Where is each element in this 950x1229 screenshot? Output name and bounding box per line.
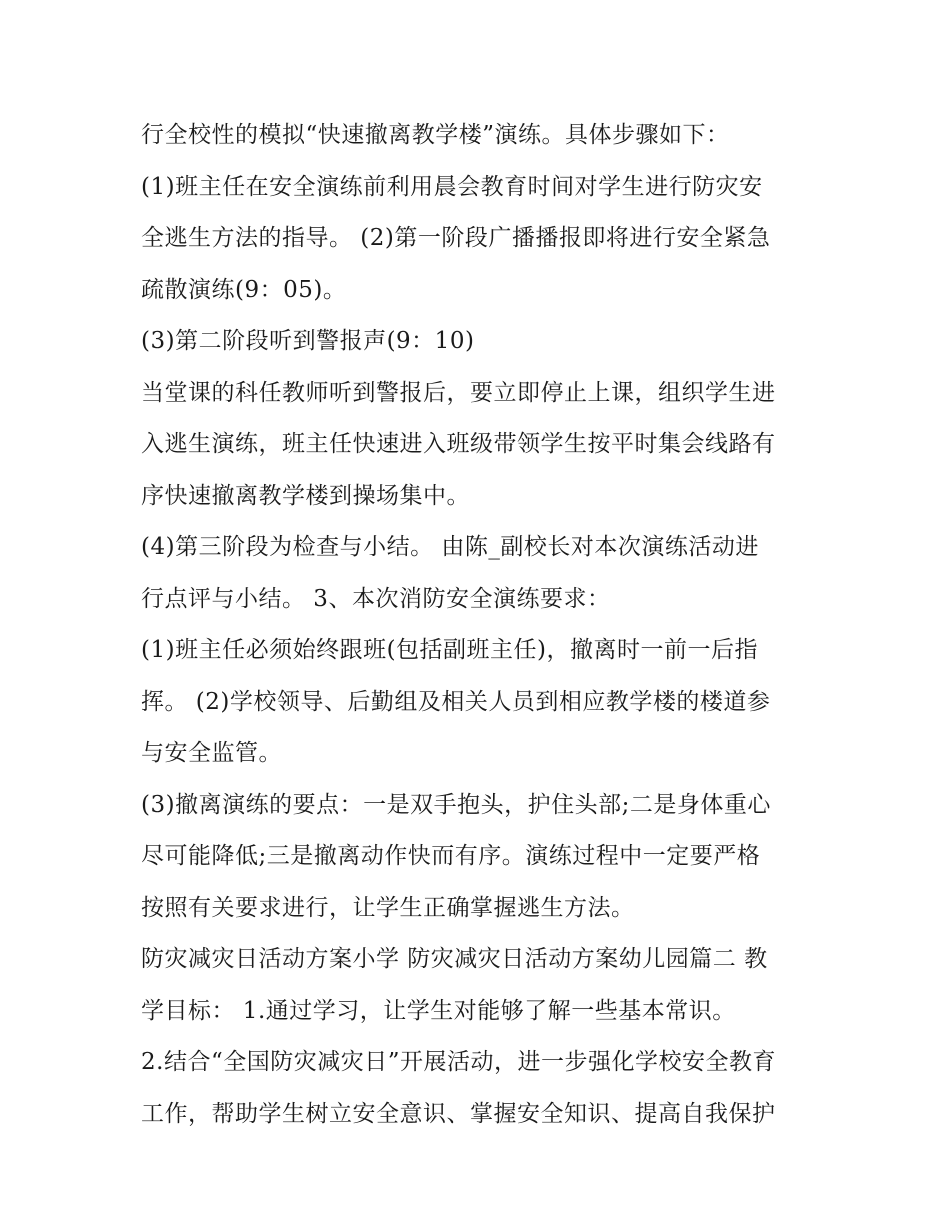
text-line: (1)班主任在安全演练前利用晨会教育时间对学生进行防灾安 [141,173,763,200]
text-line: 2.结合“全国防灾减灾日”开展活动，进一步强化学校安全教育 [141,1049,776,1075]
text-line: 行点评与小结。 3、本次消防安全演练要求： [141,585,611,612]
text-line: 序快速撤离教学楼到操场集中。 [141,482,470,509]
body-text [141,110,821,1140]
text-line: 防灾减灾日活动方案小学 防灾减灾日活动方案幼儿园篇二 教 [141,946,768,972]
text-line: (3)撤离演练的要点：一是双手抱头，护住头部;二是身体重心 [141,791,771,818]
text-line: 学目标： 1.通过学习，让学生对能够了解一些基本常识。 [141,997,736,1024]
text-line: (1)班主任必须始终跟班(包括副班主任)，撤离时一前一后指 [141,637,759,663]
text-line: 疏散演练(9：05)。 [141,276,347,303]
text-line: 当堂课的科任教师听到警报后，要立即停止上课，组织学生进 [141,379,776,406]
text-line: 与安全监管。 [141,740,282,766]
text-line: 工作，帮助学生树立安全意识、掌握安全知识、提高自我保护 [141,1100,776,1127]
text-line: 入逃生演练，班主任快速进入班级带领学生按平时集会线路有 [141,431,776,457]
text-line: 尽可能降低;三是撤离动作快而有序。演练过程中一定要严格 [141,843,761,869]
text-line: 行全校性的模拟“快速撤离教学楼”演练。具体步骤如下： [141,122,730,148]
text-line: (3)第二阶段听到警报声(9：10) [141,328,475,354]
text-line: 挥。 (2)学校领导、后勤组及相关人员到相应教学楼的楼道参 [141,688,771,715]
text-line: 全逃生方法的指导。 (2)第一阶段广播播报即将进行安全紧急 [141,225,771,251]
text-line: 按照有关要求进行，让学生正确掌握逃生方法。 [141,894,635,921]
text-line: (4)第三阶段为检查与小结。 由陈_副校长对本次演练活动进 [141,534,759,560]
